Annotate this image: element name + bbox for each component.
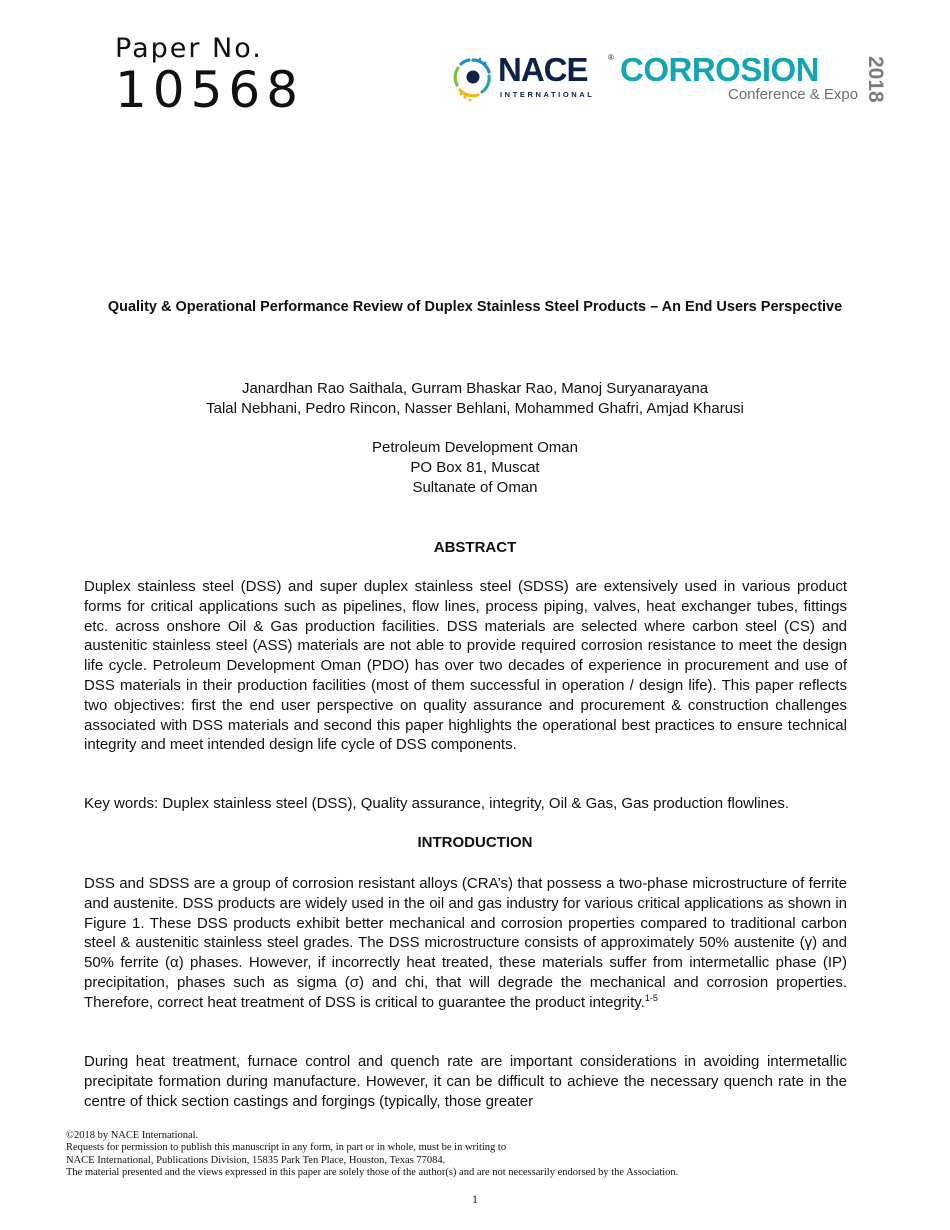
copyright-footer — [66, 1130, 866, 1179]
affiliation-line-1: Petroleum Development Oman — [372, 439, 578, 456]
paper-number-label: Paper No. — [115, 33, 263, 64]
footer-line-1: ©2018 by NACE International. — [66, 1130, 199, 1141]
page-number: 1 — [472, 1192, 478, 1206]
footer-line-3: NACE International, Publications Division, 15835 Park Ten Place, Houston, Texas 77084. — [66, 1154, 446, 1166]
conference-year: 2018 — [864, 56, 887, 103]
introduction-paragraph-1 — [84, 874, 847, 1013]
paper-title: Quality & Operational Performance Review of Duplex Stainless Steel Products – An End Users Perspective — [107, 299, 843, 315]
introduction-paragraph-1-text: DSS and SDSS are a group of corrosion resistant alloys (CRA’s) that possess a two-phase microstructure of ferrite and austenite. DSS products are widely used in the oil and gas industry for various critical applications as shown in Figure 1. These DSS products exhibit better mechanical and corrosion properties compared to traditional carbon steel & austenitic stainless steel grades. The DSS microstructure consists of approximately 50% austenite (γ) and 50% ferrite (α) phases. However, if incorrectly heat treated, these materials suffer from intermetallic phase (IP) precipitation, phases such as sigma (σ) and chi, that will degrade the mechanical and corrosion properties. Therefore, correct heat treatment of DSS is critical to guarantee the product integrity. — [84, 875, 847, 1011]
abstract-heading: ABSTRACT — [433, 539, 517, 556]
paper-number-block — [115, 33, 305, 119]
conference-logo — [452, 50, 892, 110]
footer-line-2: Requests for permission to publish this manuscript in any form, in part or in whole, must be in writing to — [66, 1142, 507, 1154]
affiliation-line-2: PO Box 81, Muscat — [410, 459, 540, 476]
paper-number-value: 10568 — [115, 61, 305, 119]
nace-wordmark: NACE — [498, 51, 588, 88]
footer-line-4: The material presented and the views expressed in this paper are solely those of the author(s) and are not necessarily endorsed by the Association. — [66, 1166, 679, 1178]
introduction-paragraph-2: During heat treatment, furnace control and quench rate are important considerations in avoiding intermetallic precipitate formation during manufacture. However, it can be difficult to achieve the necessary quench rate in the centre of thick section castings and forgings (typically, those greater — [84, 1053, 847, 1110]
affiliation-line-3: Sultanate of Oman — [412, 479, 538, 496]
conference-expo-text: Conference & Expo — [728, 86, 859, 103]
introduction-heading: INTRODUCTION — [417, 834, 533, 851]
abstract-body: Duplex stainless steel (DSS) and super duplex stainless steel (SDSS) are extensively used in various product forms for critical applications such as pipelines, flow lines, process piping, valves, heat exchanger tubes, fittings etc. across onshore Oil & Gas production facilities. DSS materials are selected where carbon steel (CS) and austenitic stainless steel (ASS) materials are not able to provide required corrosion resistance to meet the design life cycle. Petroleum Development Oman (PDO) has over two decades of experience in procurement and use of DSS materials in their production facilities (most of them successful in operation / design life). This paper reflects two objectives: first the end user perspective on quality assurance and procurement & construction challenges associated with DSS materials and second this paper highlights the operational best practices to ensure technical integrity and meet intended design life cycle of DSS components. — [84, 578, 847, 754]
corrosion-wordmark: CORROSION — [620, 51, 820, 88]
nace-international-text: INTERNATIONAL — [500, 90, 595, 99]
citation-ref: 1-5 — [644, 992, 658, 1003]
registered-mark: ® — [608, 53, 614, 62]
authors-line-1: Janardhan Rao Saithala, Gurram Bhaskar Rao, Manoj Suryanarayana — [241, 380, 709, 397]
keywords: Key words: Duplex stainless steel (DSS), Quality assurance, integrity, Oil & Gas, Gas production flowlines. — [84, 795, 790, 812]
authors-line-2: Talal Nebhani, Pedro Rincon, Nasser Behlani, Mohammed Ghafri, Amjad Kharusi — [206, 400, 744, 417]
nace-globe-icon — [452, 54, 494, 104]
